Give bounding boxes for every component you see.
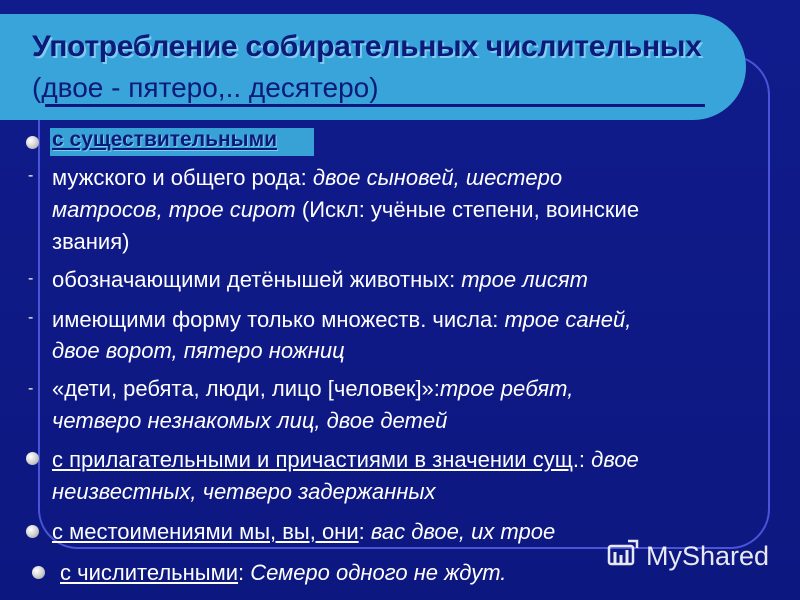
bullet-icon <box>26 452 39 465</box>
list-item: имеющими форму только множеств. числа: трое саней, <box>52 307 632 332</box>
list-item: с местоимениями мы, вы, они: вас двое, их трое <box>52 519 556 544</box>
dash-marker: - <box>28 380 34 397</box>
myshared-logo-icon <box>606 538 646 575</box>
list-item-continuation: матросов, трое сирот (Искл: учёные степени, воинские <box>52 197 640 222</box>
list-item: обозначающими детёнышей животных: трое лисят <box>52 267 588 292</box>
bullet-icon <box>26 136 39 149</box>
dash-marker: - <box>28 309 34 326</box>
bullet-label-nouns: с существительными <box>52 128 278 151</box>
list-item: «дети, ребята, люди, лицо [человек]»:трое ребят, <box>52 376 574 401</box>
watermark-text: MyShared <box>646 541 770 571</box>
list-item: с прилагательными и причастиями в значении сущ.: двое <box>52 447 639 472</box>
page-subtitle: (двое - пятеро,.. десятеро) <box>32 72 379 103</box>
list-item-continuation: неизвестных, четверо задержанных <box>52 479 436 504</box>
bullet-icon <box>26 525 39 538</box>
list-item: с числительными: Семеро одного не ждут. <box>60 560 507 585</box>
bullet-icon <box>32 566 45 579</box>
list-item-continuation: двое ворот, пятеро ножниц <box>52 338 345 363</box>
dash-marker: - <box>28 270 34 287</box>
list-item-continuation: звания) <box>52 229 130 254</box>
list-item: мужского и общего рода: двое сыновей, шестеро <box>52 165 563 190</box>
watermark <box>606 538 769 575</box>
page-title: Употребление собирательных числительных <box>32 30 702 63</box>
list-item-continuation: четверо незнакомых лиц, двое детей <box>52 408 448 433</box>
dash-marker: - <box>28 167 34 184</box>
title-underline <box>45 104 705 107</box>
